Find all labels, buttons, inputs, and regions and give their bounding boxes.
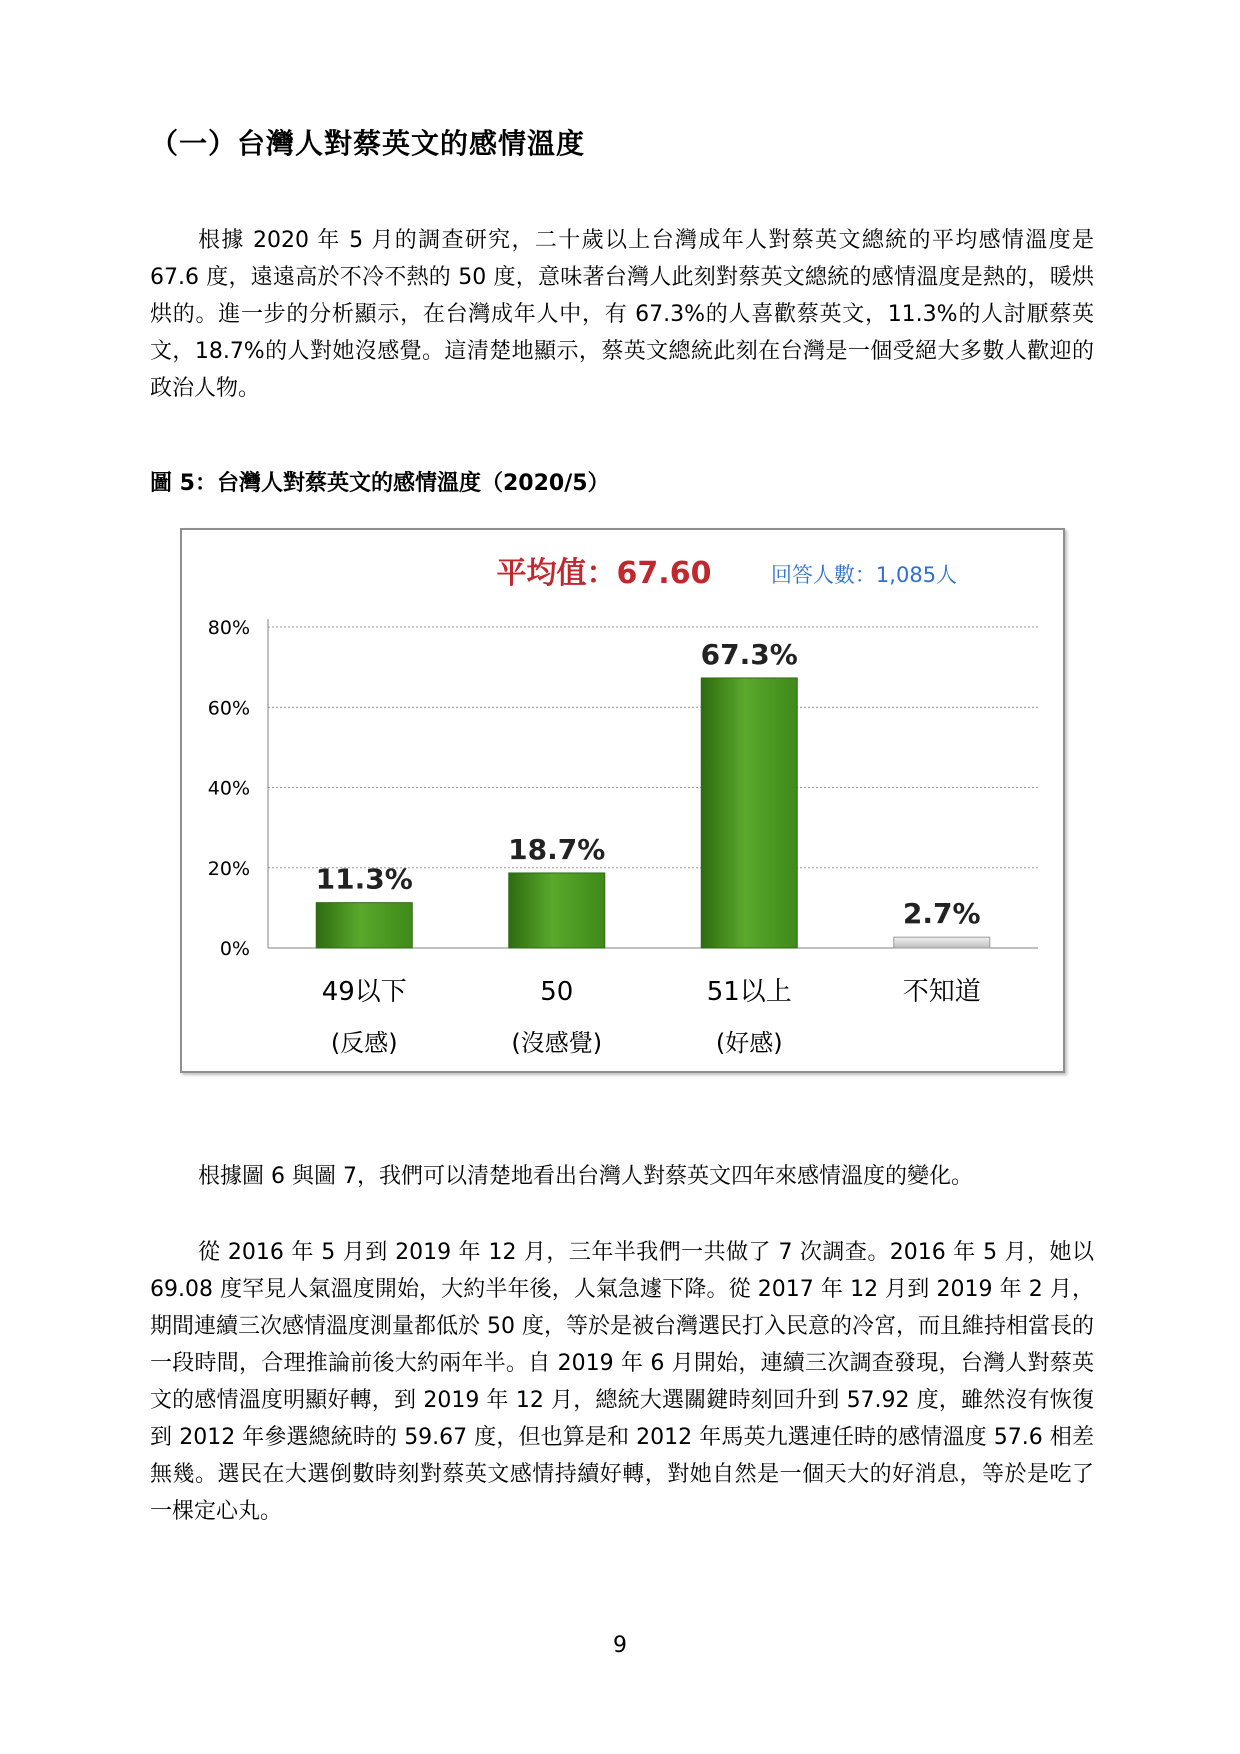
paragraph-figure-reference: 根據圖 6 與圖 7，我們可以清楚地看出台灣人對蔡英文四年來感情溫度的變化。	[198, 1164, 973, 1189]
y-tick-label: 60%	[207, 697, 250, 720]
x-category-label: 49以下	[321, 977, 407, 1007]
bar	[316, 903, 412, 948]
y-tick-label: 20%	[207, 857, 250, 880]
bar-value-label: 18.7%	[508, 832, 606, 866]
bar-value-label: 2.7%	[902, 897, 981, 931]
x-category-sublabel: (好感)	[715, 1029, 783, 1057]
chart-frame	[180, 528, 1065, 1073]
respondent-count: 回答人數：1,085人	[770, 563, 958, 587]
chart-title: 平均值：67.60	[496, 556, 712, 591]
paragraph-trend-analysis: 從 2016 年 5 月到 2019 年 12 月，三年半我們一共做了 7 次調查。2016 年 5 月，她以 69.08 度罕見人氣溫度開始，大約半年後，人氣急遽下降。從 2017 年 12 月到 2019 年 2 月，期間連續三次感情溫度測量都低於 50 度，等於是被台灣選民打入民意的冷宮，而且維持相當長的一段時間，合理推論前後大約兩年半。自 2019 年 6 月開始，連續三次調查發現，台灣人對蔡英文的感情溫度明顯好轉，到 2019 年 12 月，總統大選關鍵時刻回升到 57.92 度，雖然沒有恢復到 2012 年參選總統時的 59.67 度，但也算是和 2012 年馬英九選連任時的感情溫度 57.6 相差無幾。選民在大選倒數時刻對蔡英文感情持續好轉，對她自然是一個天大的好消息，等於是吃了一棵定心丸。	[150, 1240, 1094, 1524]
bar	[509, 873, 605, 948]
y-tick-label: 40%	[207, 777, 250, 800]
figure-caption: 圖 5：台灣人對蔡英文的感情溫度（2020/5）	[150, 471, 610, 496]
x-category-label: 51以上	[706, 977, 792, 1007]
x-category-sublabel: (沒感覺)	[511, 1029, 603, 1057]
bar	[894, 937, 990, 948]
x-category-label: 不知道	[902, 977, 981, 1007]
x-category-sublabel: (反感)	[330, 1029, 398, 1057]
bar	[701, 678, 797, 948]
x-category-label: 50	[540, 977, 574, 1007]
bar-chart	[182, 530, 1063, 1071]
page-number: 9	[613, 1633, 627, 1658]
bar-value-label: 67.3%	[700, 637, 798, 671]
y-tick-label: 0%	[219, 938, 250, 960]
paragraph-intro: 根據 2020 年 5 月的調查研究，二十歲以上台灣成年人對蔡英文總統的平均感情溫度是 67.6 度，遠遠高於不冷不熱的 50 度，意味著台灣人此刻對蔡英文總統的感情溫度是熱的，暖烘烘的。進一步的分析顯示，在台灣成年人中，有 67.3%的人喜歡蔡英文，11.3%的人討厭蔡英文，18.7%的人對她沒感覺。這清楚地顯示，蔡英文總統此刻在台灣是一個受絕大多數人歡迎的政治人物。	[150, 228, 1094, 401]
y-tick-label: 80%	[207, 617, 250, 639]
bar-value-label: 11.3%	[315, 862, 413, 896]
section-heading: （一）台灣人對蔡英文的感情溫度	[150, 127, 586, 160]
